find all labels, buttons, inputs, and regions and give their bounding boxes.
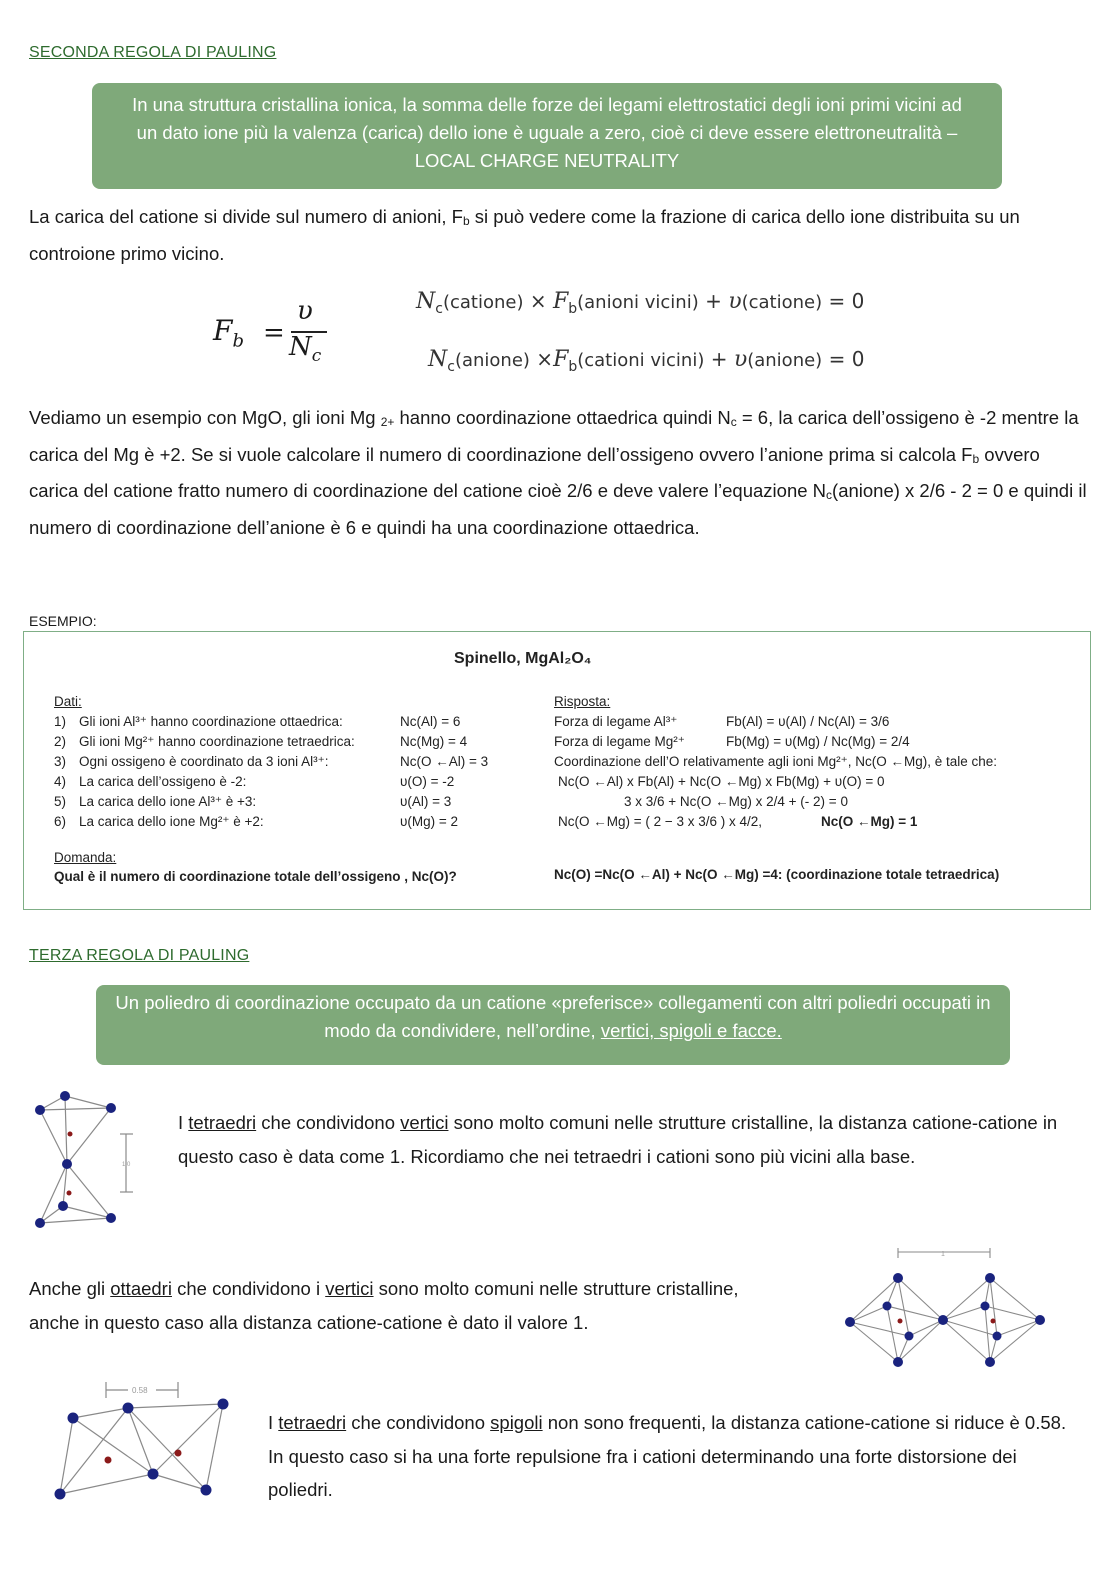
risposta-value: Fb(Mg) = υ(Mg) / Nc(Mg) = 2/4 (726, 734, 910, 749)
edge-sharing-tetrahedra-figure (48, 1378, 238, 1508)
underlined-term: spigoli (490, 1412, 543, 1433)
para1-text-b: si può vedere come la frazione di carica dello ione distribuita su un controione primo vicino. (29, 206, 1020, 264)
text-segment: che condividono (256, 1112, 401, 1133)
example-title: Spinello, MgAl₂O₄ (454, 650, 592, 667)
fig2-distance-label: 1 (941, 1251, 945, 1258)
paragraph-edge-tetrahedra (268, 1406, 1078, 1507)
para1-text-a: La carica del catione si divide sul numero di anioni, F (29, 206, 463, 227)
text-segment: Anche gli (29, 1278, 111, 1299)
domanda-label: Domanda: (54, 850, 117, 865)
dati-value: Nc(Mg) = 4 (400, 734, 468, 749)
dati-text: Ogni ossigeno è coordinato da 3 ioni Al³⁺: (79, 754, 329, 769)
risposta-line: Nc(O ←Al) x Fb(Al) + Nc(O ←Mg) x Fb(Mg) + υ(O) = 0 (558, 774, 885, 789)
third-rule-box-underlined: vertici, spigoli e facce. (600, 1020, 782, 1041)
risposta-line: Forza di legame Mg²⁺ (554, 734, 685, 749)
second-rule-box (92, 83, 1002, 189)
equals-sign: = (263, 318, 285, 348)
risposta-value: Fb(Al) = υ(Al) / Nc(Al) = 3/6 (726, 714, 890, 729)
risposta-line: 3 x 3/6 + Nc(O ←Mg) x 2/4 + (- 2) = 0 (624, 794, 848, 809)
third-rule-heading: TERZA REGOLA DI PAULING (29, 947, 250, 964)
second-rule-heading: SECONDA REGOLA DI PAULING (29, 44, 277, 61)
dati-value: υ(O) = -2 (400, 774, 455, 789)
dati-number: 3) (54, 754, 67, 769)
dati-value: Nc(Al) = 6 (400, 714, 461, 729)
example-label: ESEMPIO: (29, 613, 97, 629)
dati-text: La carica dello ione Al³⁺ è +3: (79, 794, 257, 809)
underlined-term: tetraedri (278, 1412, 347, 1433)
risposta-value: Nc(O ←Mg) = 1 (821, 814, 918, 829)
fb-denominator: $N_c$ (289, 332, 322, 367)
text-segment: che condividono (346, 1412, 491, 1433)
text-segment: non sono frequenti, la distanza catione-catione si riduce è 0.58. In questo caso si ha una forte repulsione fra i cationi determinando una forte distorsione dei poliedri. (268, 1412, 1067, 1500)
underlined-term: ottaedri (110, 1278, 172, 1299)
paragraph-mgo-example: Vediamo un esempio con MgO, gli ioni Mg $_{2+}$ hanno coordinazione ottaedrica quindi $N_c = 6$, la carica dell’ossigeno è -2 mentre la carica del Mg è +2. Se si vuole calcolare il numero di coordinazione dell’ossigeno ovvero l’anione prima si calcola $F_b$ ovvero carica del catione fratto numero di coordinazione del catione cioè 2/6 e deve valere l’equazione $N_c(anione)$ x 2/6 - 2 = 0 e quindi il numero di coordinazione dell’anione è 6 e quindi ha una coordinazione ottaedrica. (29, 407, 1087, 538)
risposta-line: Coordinazione dell’O relativamente agli ioni Mg²⁺, Nc(O ←Mg), è tale che: (554, 754, 998, 769)
dati-number: 1) (54, 714, 67, 729)
equation-anion: $N_c(anione)$ $\times F_b(cationi$ vicini) + υ(anione) = 0 (428, 347, 865, 375)
dati-number: 2) (54, 734, 67, 749)
text-segment: I (178, 1112, 189, 1133)
dati-number: 5) (54, 794, 67, 809)
risposta-line: Nc(O ←Mg) = ( 2 − 3 x 3/6 ) x 4/2, (558, 814, 763, 829)
dati-text: La carica dello ione Mg²⁺ è +2: (79, 814, 264, 829)
example-box (23, 631, 1091, 910)
dati-value: υ(Al) = 3 (400, 794, 452, 809)
dati-value: υ(Mg) = 2 (400, 814, 459, 829)
second-rule-box-text: In una struttura cristallina ionica, la somma delle forze dei legami elettrostatici degli ioni primi vicini ad un dato ione più la valenza (carica) dello ione è uguale a zero, cioè ci deve essere elettroneutralità – LOCAL CHARGE NEUTRALITY (132, 94, 962, 171)
para1-sub: b (462, 214, 470, 228)
dati-label: Dati: (54, 694, 82, 709)
fb-formula (213, 296, 323, 370)
fb-symbol: $F_b$ (213, 314, 244, 352)
paragraph-corner-tetrahedra (178, 1106, 1068, 1173)
third-rule-box (96, 985, 1010, 1065)
third-rule-box-text: Un poliedro di coordinazione occupato da un catione «preferisce» collegamenti con altri poliedri occupati in modo da condividere, nell’ordine, (115, 992, 991, 1041)
risposta-line: Forza di legame Al³⁺ (554, 714, 678, 729)
dati-text: Gli ioni Mg²⁺ hanno coordinazione tetraedrica: (79, 734, 355, 749)
domanda-text: Qual è il numero di coordinazione totale dell’ossigeno , Nc(O)? (54, 869, 457, 884)
corner-sharing-tetrahedra-figure (25, 1088, 145, 1233)
dati-value: Nc(O ←Al) = 3 (400, 754, 489, 769)
paragraph-charge-division (29, 200, 1089, 270)
underlined-term: vertici (325, 1278, 374, 1299)
text-segment: che condividono i (171, 1278, 326, 1299)
underlined-term: vertici (400, 1112, 449, 1133)
text-segment: sono molto comuni nelle strutture cristalline, la distanza catione-catione in questo caso è data come 1. Ricordiamo che nei tetraedri i cationi sono più vicini alla base. (178, 1112, 1058, 1167)
underlined-term: tetraedri (188, 1112, 257, 1133)
fb-numerator: υ (297, 296, 313, 326)
corner-sharing-octahedra-figure (845, 1248, 1050, 1368)
text-segment: I (268, 1412, 279, 1433)
dati-number: 6) (54, 814, 67, 829)
dati-text: Gli ioni Al³⁺ hanno coordinazione ottaedrica: (79, 714, 343, 729)
final-answer: Nc(O) =Nc(O ←Al) + Nc(O ←Mg) =4: (coordinazione totale tetraedrica) (554, 867, 1000, 882)
text-segment: sono molto comuni nelle strutture cristalline, anche in questo caso alla distanza catione-catione è dato il valore 1. (29, 1278, 739, 1333)
dati-number: 4) (54, 774, 67, 789)
fig3-distance-label: 0.58 (132, 1386, 148, 1395)
equation-cation: $N_c(catione)$ × $F_b(anioni$ vicini) + υ(catione) = 0 (416, 289, 865, 317)
paragraph-corner-octahedra (29, 1272, 789, 1339)
risposta-label: Risposta: (554, 694, 611, 709)
dati-text: La carica dell’ossigeno è -2: (79, 774, 247, 789)
fig1-distance-label: 1.0 (122, 1162, 131, 1168)
